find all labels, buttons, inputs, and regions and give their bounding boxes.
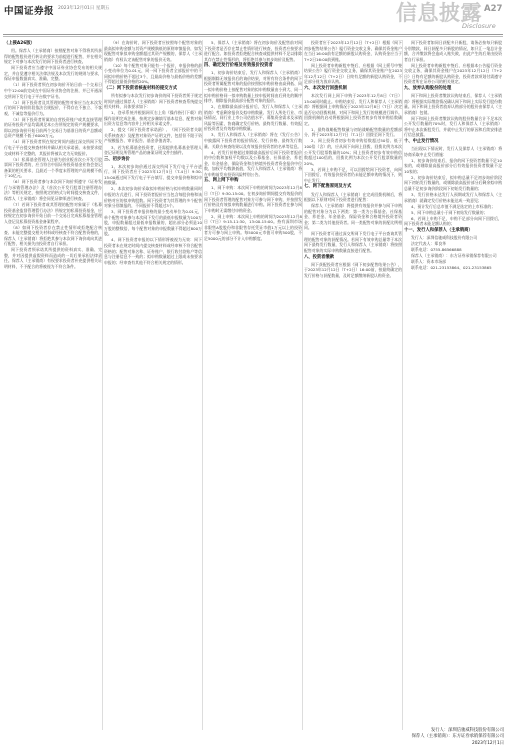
header-divider [3, 34, 503, 35]
paragraph: 1、初步询价结束后，报价的网下投资者数量不足10家的，或剔除最高报价部分后有效报价投资者数量不足10家的； [404, 157, 502, 174]
paragraph: 5、网下申购总量小于网下初始发行数量的； [411, 209, 488, 215]
newspaper-masthead: 中国证券报 [4, 6, 55, 17]
text-column-3 [204, 40, 302, 730]
paragraph: 2、初步询价结束后，拟申购总量不足初步询价阶段网下初始发行数量的，或剔除最高报价部分后剩余拟申购总量不足初步询价阶段网下初始发行数量的； [404, 174, 502, 191]
section-heading: （二）网下投资者核查材料的提交方式 [104, 85, 178, 91]
paragraph: 1、初步询价结束后，发行人和保荐人（主承销商）根据剔除无效报价后的询价结果，对所有符合条件的网下投资者所属配售对象的报价按照拟申购价格由高到低、同一拟申购价格上按配售对象的拟申购数量由小到大、同一拟申购价格同一拟申购数量上按申报时间由后到先的顺序排序，剔除报价最高部分配售对象的报价。 [204, 70, 302, 104]
header-divider-thin [3, 36, 503, 37]
paragraph: （4）网下投资者须在规定时间内通过深交所网下发行电子平台提交核查材料并确认相关承诺函，未按要求提交或材料不完整的，其报价将被认定为无效报价。 [4, 139, 102, 156]
paragraph: （2）网下投资者及其管理的配售对象应当在本次发行的网下询价阶段依法合规报价，不得存在不独立、不客观、不诚信等报价行为。 [4, 99, 102, 116]
paragraph: 用。保荐人（主承销商）按照配售对象不得将其所获得的配售股份进行转让的要求为前提进行配售，并在相关规定下对参与本次发行的网下投资者进行核查。 [4, 48, 102, 65]
paragraph: 网上投资者申购新股中签后，应根据《网上摇号中签结果公告》履行资金交收义务，确保其资金账户在2023年12月12日（T+2日）日终有足额的新股认购资金，不足部分视为放弃认购。 [304, 62, 402, 85]
paragraph: （8）如网下投资者存在禁止性情形或拒绝配合核查、未能完整提交相关材料或经核查不符合配售资格的，保荐人（主承销商）将拒绝其参与本次网下询价或向其进行配售，相关损失由投资者自行承担。 [4, 224, 102, 247]
paragraph: 网下投资者须承诺其所提供的资料真实、准确、完整，并对因提供虚假资料而造成的一切后果承担法律责任。保荐人（主承销商）有权要求投资者补充提供相关证明材料，不予配合的将被视为不符合条件。 [4, 247, 102, 269]
paragraph: 投资者应于2023年12月12日（T+2日）根据《网下初步配售结果公告》履行资金交收义务，确保其资金账户在当日16:00前有足额的新股认购资金，认购资金应当于T+2日16:00前到账。 [304, 40, 402, 62]
section-heading: 五、网上网下申购 [204, 178, 239, 184]
paragraph: （5）私募基金管理人注册为创业板首次公开发行股票网下投资者的，应当符合中国证券投资基金业协会登记备案的相关要求，且最近一个季度末管理的产品规模不低于10亿元。 [4, 156, 102, 179]
section-heading: 六、本次发行回拨机制 [304, 85, 347, 91]
paragraph: 4、预计发行后总市值不满足选定的上市标准的； [411, 203, 496, 209]
section-heading: 三、初步询价 [104, 156, 130, 162]
paragraph: 当出现以下情况时，发行人及保荐人（主承销商）将协商采取中止发行措施： [404, 146, 502, 157]
paragraph: 5、保荐人（主承销商）将在初步询价及配售前对网下投资者是否存在禁止性情形进行核查，投资者应按要求进行配合。如投资者拒绝配合核查或提供材料不足以排除其存在禁止性情形的，将拒绝其参与初步询价及配售。 [204, 40, 302, 62]
paragraph: 2、本次初步询价采取拟申购价格与拟申购数量同时申报的方式进行，网下投资者报价应当包含每股价格和该价格对应的拟申购股数。网下投资者为其管理的多个配售对象分别填报的，不同报价不得超过3个。 [104, 186, 202, 209]
section-heading: 四、确定发行价格及有效报价投资者 [204, 63, 273, 69]
column-divider [402, 40, 403, 730]
paragraph: 3、发行人和保荐人（主承销商）将在《发行公告》中披露网下投资者的报价情况、发行价格、最终发行数量、关联方核查结果以及有效报价投资者的名单等信息。 [204, 132, 302, 149]
paragraph: 网下和网上投资者缴款认购的股份数量合计不足本次公开发行数量的70%时，发行人和保荐人（主承销商）将中止本次新股发行，并就中止发行的原因和后续安排进行信息披露。 [404, 115, 502, 138]
paragraph: 法定代表人：郑良华 [411, 241, 447, 247]
paragraph: 联系人：资本市场部 [411, 259, 447, 265]
paragraph: 6、若网上申购不足，申购不足部分向网下回拨后，网下投资者未能足额认购的； [404, 215, 502, 227]
paragraph: 3、发行价格未达发行人预期或发行人和保荐人（主承销商）就确定发行价格未能达成一致意见； [404, 192, 502, 203]
page-number: A27 [484, 4, 503, 14]
signature-date: 2023年12月1日 [471, 740, 504, 746]
paragraph: 网下投资者可通过深交所网下发行电子平台查询其管理的配售对象的获配情况。若网下有效申购总量等于本次网下最终发行数量，发行人和保荐人（主承销商）将按照配售对象的实际申购数量直接进行配售。 [304, 231, 402, 253]
paragraph: 2、提交《网下投资者承诺函》、《网下投资者关联关系核查表》及配售对象资产证明文件，包括但不限于资产规模报告、审计报告、基金净值表等。 [104, 127, 202, 144]
paragraph: 3、网下投资者申报价格的最小变动单位为0.01元，单个配售对象参与本次网下发行的最低申报数量为100万股，申报数量超过最低申报数量的，超出部分必须是10万股的整数倍，每个配售对象的申报数量不得超过800万股。 [104, 209, 202, 237]
paragraph: 1、最终战略配售数量与初始战略配售数量的差额部分，将于2023年12月7日（T-1日）回拨至网下发行。 [304, 126, 402, 138]
section-subtitle: Disclosure [462, 22, 496, 30]
paragraph: 网上投资者申购新股中签后，应根据本公告履行资金交收义务，确保其资金账户在2023年12月12日（T+2日）日终有足额的新股认购资金，投资者款项划付需遵守投资者所在证券公司的相关规定。 [404, 62, 502, 85]
paragraph: 联系电话：021-23153864、021-23153865 [411, 265, 492, 271]
text-column-1 [4, 40, 102, 730]
paragraph: 保荐人（主承销商）：东方证券承销保荐有限公司 [411, 253, 497, 259]
text-column-5 [404, 40, 502, 722]
issuer-signature: 发行人：深圳信驰威科技股份有限公司 [430, 728, 504, 733]
text-column-2 [104, 40, 202, 730]
paragraph: （9）在询价时，网下投资者应按照每个配售对象的最高拟申购金额与其资产规模孰低的原则审慎报价，如发现配售对象拟申购金额超过其资产规模的，保荐人（主承销商）有权认定该配售对象的报价无效。 [104, 40, 202, 62]
paragraph: 联系电话：0755-86566888 [411, 247, 462, 253]
paragraph: 网下投资者应当遵守中国证券业协会发布的相关规定，并自觉遵守相关法律法规及本次发行的规则与要求，保证申报数据真实、准确、完整。 [4, 65, 102, 82]
paragraph: （1）网下投资者须在初步询价开始日前一个交易日中午12:00前完成在中国证券业协会的注册，并已开通深交所网下发行电子平台数字证书。 [4, 82, 102, 99]
paragraph: 网下投资者如同日获配多只新股，请务必按每只新股分别缴款。同日获配多只新股的情况，如只汇一笔总计金额，合并缴款将会造成入账失败，由此产生的后果由投资者自行承担。 [404, 40, 502, 62]
paragraph: 1、本次初步询价通过深交所网下发行电子平台进行，网下投资者应于2023年12月5日（T-4日）9:30-15:00通过网下发行电子平台填写、提交申报价格和拟申购数量。 [104, 163, 202, 186]
paragraph: （3）网下投资者所属的自营投资账户或其直接管理的证券投资产品均需满足本公告所规定的资产规模要求，即以初步询价开始日前两个交易日为基准日的资产总额或总资产规模不低于6000万元。 [4, 116, 102, 139]
paragraph: 1、网下申购：本次网下申购的时间为2023年12月8日（T日）9:30-15:00。在初步询价期间提交有效报价的网下投资者管理的配售对象方可参与网下申购，并按照发行价格及有效拟申购数量进行申购。网下投资者在参与网下申购时无需缴付申购资金。 [204, 185, 302, 213]
paragraph: 2、在剔除最高部分报价后，发行人和保荐人（主承销商）考虑剩余报价及拟申购数量、发行人所处行业、市场情况、同行业上市公司估值水平、募集资金需求及承销风险等因素，协商确定发行价格、最终发行数量、有效报价投资者及有效拟申购数量。 [204, 104, 302, 132]
section-heading: 九、放弃认购股份的处理 [404, 85, 452, 91]
section-heading: （上接A26版） [4, 41, 35, 46]
paragraph: 3、若网上申购不足，可以回拨给网下投资者，向网下回拨后，有效报价投资者仍未能足额申购的情况下，则中止发行。 [304, 166, 402, 183]
section-heading: 八、投资者缴款 [304, 254, 335, 260]
sponsor-signature: 保荐人（主承销商）：东方证券承销保荐有限公司 [411, 734, 504, 740]
paragraph: （6）网下投资者参与本次网下询价须遵守《证券发行与承销管理办法》及《首次公开发行股票注册管理办法》等相关规定，按照规定的格式与时间提交核查文件，保荐人（主承销商）将会同见证律师进行核查。 [4, 179, 102, 201]
paragraph: 发行人：深圳信驰威科技股份有限公司 [411, 235, 478, 241]
paragraph: 3、若为私募基金投资者，还需提供私募基金管理人登记证明及所管理产品的备案证明文件扫描件。 [104, 144, 202, 156]
paragraph: 4、若发行价格超过剔除最高报价后网下投资者报价的中位数和加权平均数以及公募基金、社保基金、养老金、年金基金、保险资金和合格境外投资者资金报价中位数、加权平均数孰低值，发行人和保荐人（主承销商）将在申购前发布投资风险特别公告。 [204, 149, 302, 177]
paragraph: （7）若网下投资者或其管理的配售对象属于《私募投资基金监督管理暂行办法》所规定的私募投资基金，应按规定在初步询价开始日前一个交易日完成私募基金管理人登记及私募投资基金备案程序。 [4, 201, 102, 224]
paragraph: 2、网上投资者初步有效申购倍数超过50倍、低于100倍（含）的，应从网下向网上回拨，回拨比例为本次公开发行股票数量的10%；网上投资者初步有效申购倍数超过100倍的，回拨比例为本次公开发行股票数量的20%。 [304, 138, 402, 166]
paragraph: 2、网上申购：本次网上申购的时间为2023年12月8日（T日）9:15-11:30，13:00-15:00。持有深圳市场非限售A股股份和非限售存托凭证市值1万元以上的投资者方可参与网上申购。每5000元市值可申购500股，不足5000元的部分不计入申购额度。 [204, 213, 302, 241]
page-header [0, 0, 506, 34]
paragraph: 所有拟参与本次发行初步询价的网下投资者须于规定时间内通过保荐人（主承销商）网下投资者核查系统提交相关材料，具体要求如下： [104, 93, 202, 110]
section-heading: 十一、发行人和保荐人（主承销商） [404, 227, 473, 233]
paragraph: 保荐人（主承销商）将提供有效报价并参与网下申购的配售对象分为以下两类：第一类为公募基金、社保基金、养老金、年金基金、保险资金和合格境外投资者资金；第二类为其他投资者。同一类配售对象的获配比例相同。 [304, 203, 402, 231]
column-divider [302, 40, 303, 730]
paragraph: 网下和网上投资者缴款认购结束后，保荐人（主承销商）将根据实际缴款情况确认网下和网上实际发行股份数量。网下和网上投资者放弃认购部分的股份由保荐人（主承销商）包销。 [404, 93, 502, 115]
paragraph: 网下获配投资者应根据《网下初步配售结果公告》，于2023年12月12日（T+2日）16:00前，按最终确定的发行价格与获配数量，及时足额缴纳新股认购资金。 [304, 261, 402, 278]
column-divider [102, 40, 103, 730]
paragraph: 1、登录系统并根据网页右上角《操作指引下载》的操作说明完成注册，按规定步骤填写基本信息、配售对象出资方信息等内容并上传相关承诺文件。 [104, 110, 202, 127]
issue-date: 2023年12月01日 星期五 [58, 6, 110, 11]
column-divider [202, 40, 203, 730]
paragraph: 本次发行网上网下申购于2023年12月8日（T日）15:00同时截止。申购结束后，发行人和保荐人（主承销商）将根据网上申购情况于2023年12月8日（T日）决定是否启动回拨机制，对网下和网上发行的规模进行调节。回拨机制的启动将根据网上投资者初步有效申购倍数确定。 [304, 93, 402, 126]
signature-block [380, 728, 504, 747]
section-heading: 七、网下配售原则及方式 [304, 184, 352, 190]
paragraph: （10）每个配售对象只能有一个报价，申报价格的最小变动单位为0.01元，同一网下投资者全部报价中的不同拟申购价格不超过3个，且最高价格与最低价格的差额不得超过最低价格的20%。 [104, 62, 202, 85]
paragraph: 发行人和保荐人（主承销商）在完成回拨机制后，将根据以下原则对网下投资者进行配售： [304, 191, 402, 203]
section-heading: 十、中止发行情况 [404, 138, 439, 144]
paragraph: 4、网下投资者申报的以下情形将被视为无效：网下投资者未在规定时间内提交核查材料或经审核不符合配售资格的；配售对象名称、证券账户、银行收付款账户等信息与注册信息不一致的；拟申购数量超过上限或未按要求申报的；经审查有其他不符合相关规定的情形。 [104, 237, 202, 265]
section-title: 信息披露 [396, 1, 482, 25]
text-column-4 [304, 40, 402, 730]
